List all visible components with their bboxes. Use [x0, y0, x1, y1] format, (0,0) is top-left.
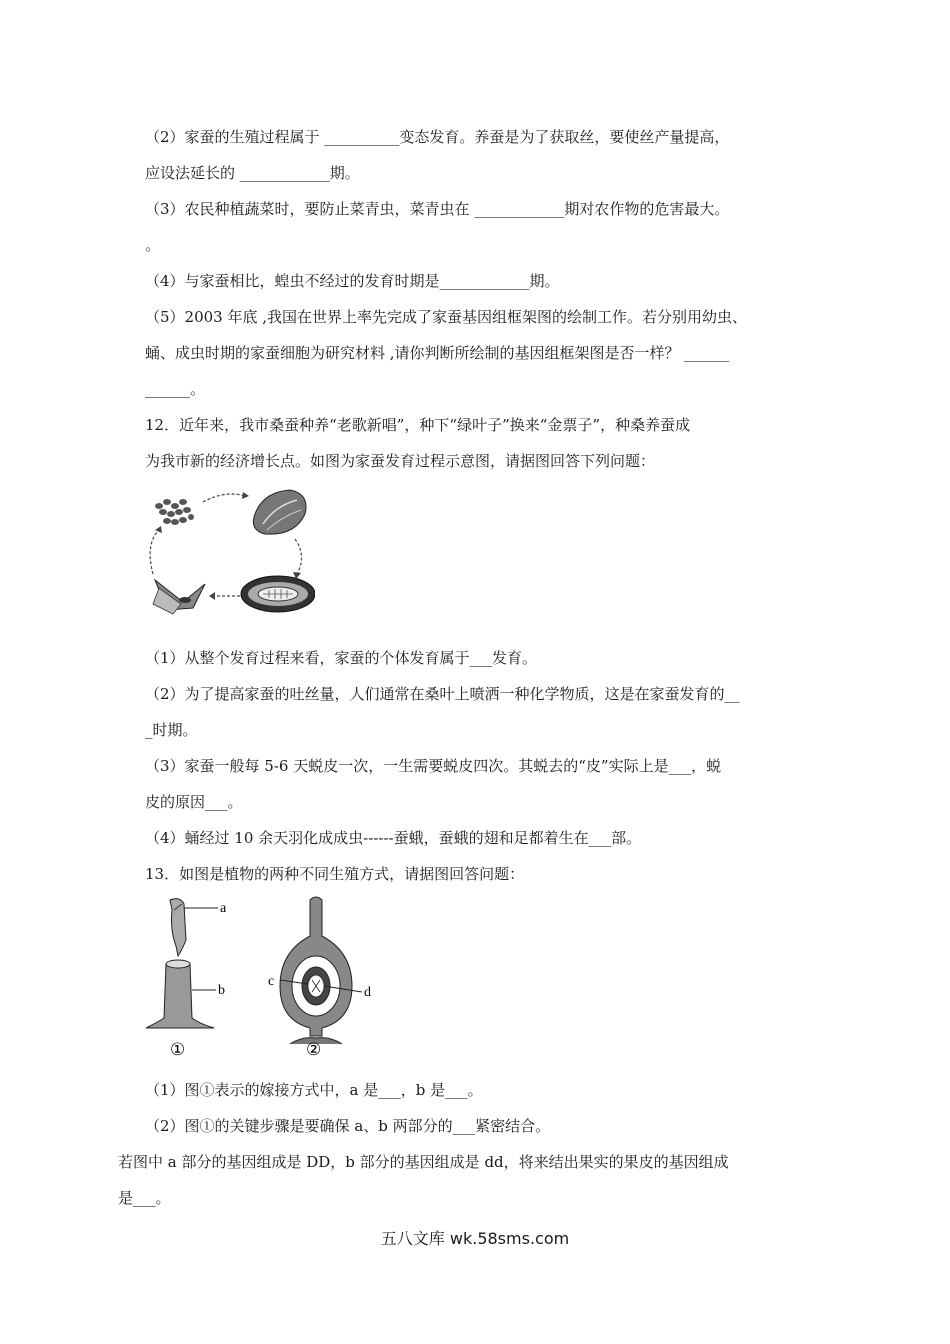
q12-part3-line2: 皮的原因___。: [145, 793, 243, 811]
q11-part2-line1: （2）家蚕的生殖过程属于 __________变态发育。养蚕是为了获取丝，要使丝产量提高，: [145, 128, 730, 146]
q13-part2: （2）图①的关键步骤是要确保 a、b 两部分的___紧密结合。: [145, 1117, 551, 1135]
q13-part3-line1: 若图中 a 部分的基因组成是 DD，b 部分的基因组成是 dd，将来结出果实的果皮的基因组成: [118, 1153, 729, 1171]
label-b: b: [218, 983, 225, 998]
fig1-label: ①: [170, 1040, 186, 1060]
q12-part2-line2: _时期。: [145, 721, 198, 739]
q13-part3-line2: 是___。: [118, 1189, 171, 1207]
q11-part5-line3: ______。: [145, 380, 206, 398]
q11-part2-line2: 应设法延长的 ____________期。: [145, 164, 360, 182]
silkworm-life-cycle-figure: [145, 484, 315, 619]
q12-part4: （4）蛹经过 10 余天羽化成成虫------蚕蛾，蚕蛾的翅和足都着生在___部。: [145, 829, 642, 847]
larva-icon: [253, 490, 306, 534]
q11-part3-line2: 。: [145, 236, 161, 254]
grafting-diagram: [146, 899, 227, 1060]
q11-part5-line1: （5）2003 年底 ,我国在世界上率先完成了家蚕基因组框架图的绘制工作。若分别用幼虫、: [145, 308, 748, 326]
q12-part1: （1）从整个发育过程来看，家蚕的个体发育属于___发育。: [145, 649, 538, 667]
q13-intro: 13．如图是植物的两种不同生殖方式，请据图回答问题：: [145, 865, 525, 883]
q13-part1: （1）图①表示的嫁接方式中，a 是___，b 是___。: [145, 1081, 483, 1099]
label-d: d: [364, 985, 371, 1000]
q11-part5-line2: 蛹、成虫时期的家蚕细胞为研究材料 ,请你判断所绘制的基因组框架图是否一样？ ______: [145, 344, 730, 362]
flower-ovary-diagram: [268, 897, 371, 1060]
plant-reproduction-figure: [140, 890, 390, 1060]
egg-cluster-icon: [155, 499, 194, 525]
q11-part4: （4）与家蚕相比，蝗虫不经过的发育时期是____________期。: [145, 272, 560, 290]
fig2-label: ②: [306, 1040, 322, 1060]
footer-watermark: 五八文库 wk.58sms.com: [380, 1229, 570, 1248]
moth-icon: [153, 580, 205, 614]
q12-part2-line1: （2）为了提高家蚕的吐丝量，人们通常在桑叶上喷洒一种化学物质，这是在家蚕发育的__: [145, 685, 740, 703]
q11-part3-line1: （3）农民种植蔬菜时，要防止菜青虫，菜青虫在 ____________期对农作物的危害最大。: [145, 200, 730, 218]
q12-part3-line1: （3）家蚕一般每 5-6 天蜕皮一次，一生需要蜕皮四次。其蜕去的“皮”实际上是___，蜕: [145, 757, 722, 775]
q12-intro-line2: 为我市新的经济增长点。如图为家蚕发育过程示意图，请据图回答下列问题：: [145, 452, 656, 470]
label-c: c: [268, 974, 275, 989]
q12-intro-line1: 12．近年来，我市桑蚕种养“老歌新唱”，种下“绿叶子”换来“金票子”，种桑养蚕成: [145, 416, 691, 434]
label-a: a: [220, 901, 227, 916]
pupa-cocoon-icon: [241, 576, 315, 612]
